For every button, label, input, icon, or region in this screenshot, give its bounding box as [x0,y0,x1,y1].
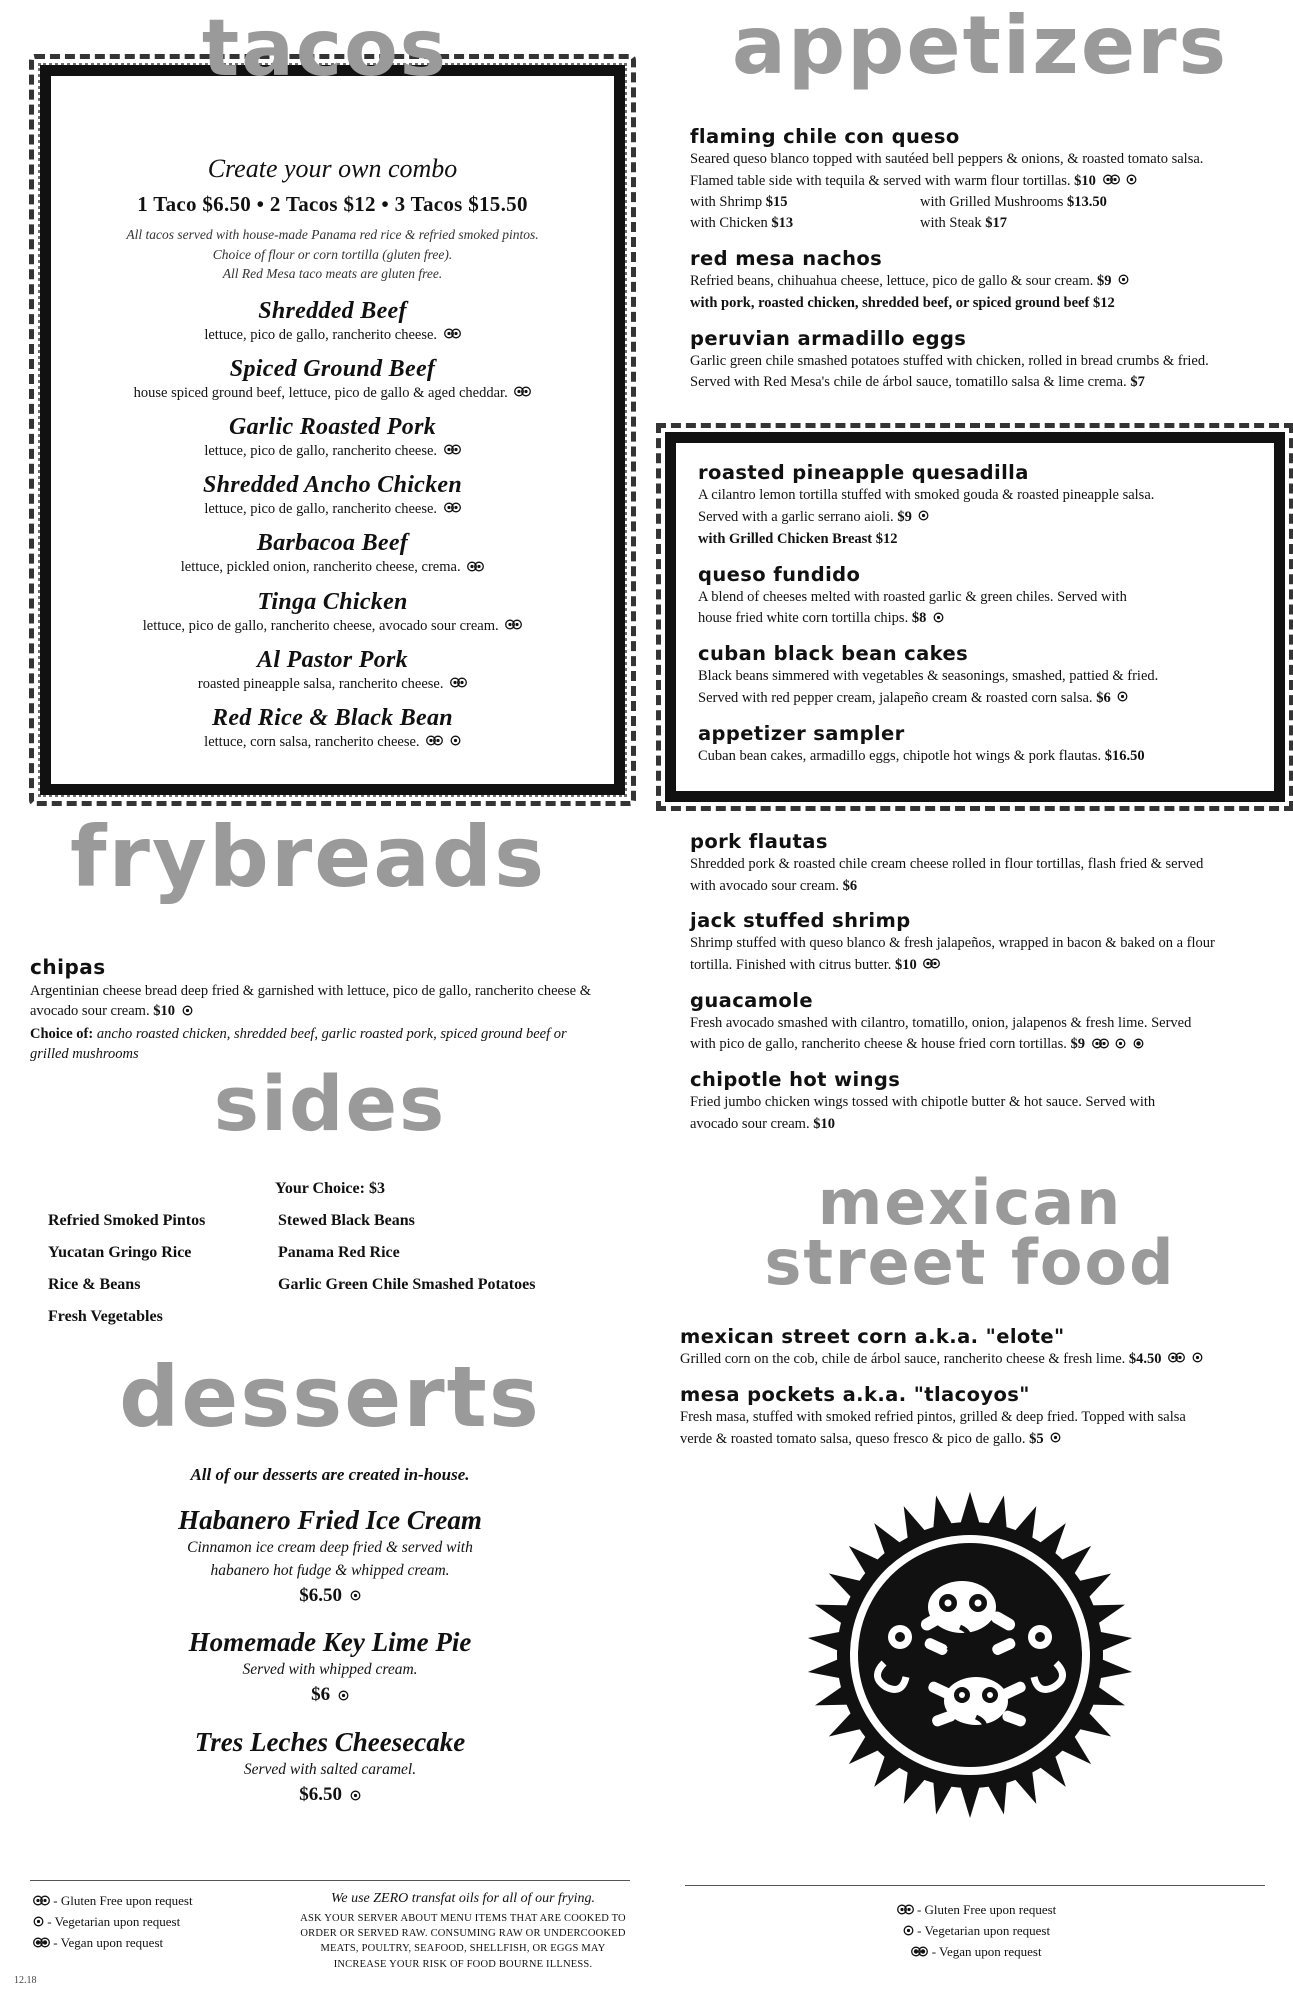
vegetarian-icon [350,1585,361,1607]
dessert-desc-line-1: Cinnamon ice cream deep fried & served with [187,1539,473,1556]
dessert-desc-line-1: Served with whipped cream. [242,1661,418,1679]
option-label: with Chicken [690,214,768,231]
appetizer-desc-line-2 [698,608,1252,629]
street-food-name: mesa pockets a.k.a. "tlacoyos" [680,1382,1030,1406]
tacos-combo-prices: 1 Taco $6.50 • 2 Tacos $12 • 3 Tacos $15.50 [137,192,528,216]
appetizer-name: flaming chile con queso [690,125,960,148]
appetizer-price: $10 [1074,172,1096,189]
appetizer-item [690,830,1270,896]
appetizer-item [690,327,1270,393]
gluten-free-icon [1103,171,1120,192]
taco-desc [85,676,580,693]
legend-row-vegetarian [685,1921,1265,1942]
appetizers-boxed-section [665,432,1285,802]
taco-desc [85,501,580,518]
street-food-item [680,1383,1270,1450]
restaurant-logo [800,1490,1140,1820]
appetizer-sub-option [698,529,1252,550]
taco-item [85,298,580,344]
legend-row-vegan [685,1942,1265,1963]
taco-desc [85,443,580,460]
desserts-list [30,1505,630,1827]
appetizer-price: $16.50 [1104,747,1145,764]
appetizer-price: $9 [1097,272,1112,289]
appetizer-item [690,1068,1270,1134]
appetizer-name: roasted pineapple quesadilla [698,461,1029,484]
side-item: Panama Red Rice [278,1244,400,1261]
appetizer-option [690,213,920,234]
vegan-icon [911,1943,928,1963]
appetizer-item [690,989,1270,1056]
legend-left [30,1891,280,1972]
dessert-price-row [30,1684,630,1707]
vegetarian-icon [918,507,929,528]
appetizer-sub-text: with pork, roasted chicken, shredded beef, or spiced ground beef [690,294,1090,311]
appetizer-sub-price: $12 [1092,294,1115,311]
dessert-price-row [30,1784,630,1807]
taco-name: Spiced Ground Beef [229,355,436,382]
appetizer-options [690,192,1270,234]
appetizer-name: pork flautas [690,830,828,853]
taco-name: Shredded Ancho Chicken [202,472,463,499]
appetizer-item [698,722,1252,767]
legal-disclaimer: ASK YOUR SERVER ABOUT MENU ITEMS THAT ARE COOKED TO ORDER OR SERVED RAW. CONSUMING RAW OR UNDERCOOKED MEATS, POULTRY, SEAFOOD, SHELLFISH, OR EGGS MAY INCREASE YOUR RISK OF FOOD BOURNE ILLNESS. [300,1913,626,1970]
appetizer-desc-text: Served with a garlic serrano aioli. [698,508,894,525]
appetizer-desc-text: tortilla. Finished with citrus butter. [690,956,892,973]
appetizer-desc-line-1: Shrimp stuffed with queso blanco & fresh jalapeños, wrapped in bacon & baked on a flour [690,935,1215,952]
side-item: Refried Smoked Pintos [48,1212,206,1229]
chipas-choice-text: ancho roasted chicken, shredded beef, garlic roasted pork, spiced ground beef or grilled mushrooms [30,1026,567,1063]
appetizer-desc-line-1: Fried jumbo chicken wings tossed with chipotle butter & hot sauce. Served with [690,1094,1156,1111]
appetizers-heading: appetizers [731,0,1229,92]
street-food-desc-text: Grilled corn on the cob, chile de árbol sauce, rancherito cheese & fresh lime. [680,1351,1126,1367]
side-item: Yucatan Gringo Rice [48,1244,192,1261]
legend-text: - Vegan upon request [53,1935,164,1951]
side-item: Stewed Black Beans [278,1212,415,1229]
gluten-free-icon [514,385,531,402]
vegetarian-icon [933,609,944,630]
appetizer-desc-text: with avocado sour cream. [690,877,839,894]
appetizer-name: guacamole [690,988,813,1012]
tacos-note-line-3: All Red Mesa taco meats are gluten free. [222,266,443,282]
street-food-desc-line-1: Fresh masa, stuffed with smoked refried pintos, grilled & deep fried. Topped with salsa [680,1408,1186,1425]
appetizer-desc-line-2 [690,372,1270,393]
appetizer-desc-line-1: Black beans simmered with vegetables & seasonings, smashed, pattied & fried. [698,668,1159,685]
vegetarian-icon [338,1685,349,1707]
appetizer-option [690,192,920,213]
desserts-note: All of our desserts are created in-house. [190,1465,470,1484]
appetizer-option [920,213,1270,234]
gluten-free-icon [505,618,522,635]
dessert-price-row [30,1585,630,1608]
legend-right [685,1900,1265,1963]
appetizer-desc-text: house fried white corn tortilla chips. [698,610,909,627]
gluten-free-icon [426,734,443,751]
appetizer-sub-option [690,293,1270,314]
street-food-name: mexican street corn a.k.a. "elote" [680,1325,1065,1348]
appetizer-name: queso fundido [698,562,861,586]
desserts-heading: desserts [119,1348,541,1446]
frybreads-heading: frybreads [70,808,547,906]
appetizer-desc-text: Refried beans, chihuahua cheese, lettuce, pico de gallo & sour cream. [690,272,1094,289]
appetizer-desc-line-2 [690,1034,1270,1055]
vegetarian-icon [350,1785,361,1807]
vegetarian-icon [1118,271,1129,292]
taco-desc-text: house spiced ground beef, lettuce, pico de gallo & aged cheddar. [133,384,508,401]
taco-desc-text: lettuce, pickled onion, rancherito cheese, crema. [180,559,461,576]
option-label: with Steak [920,214,982,231]
taco-desc-text: roasted pineapple salsa, rancherito cheese. [197,675,444,692]
street-food-desc [680,1349,1270,1370]
appetizer-desc-line-1: A blend of cheeses melted with roasted garlic & green chiles. Served with [698,588,1127,605]
right-footer [685,1885,1265,1963]
street-food-price: $5 [1029,1430,1044,1447]
option-price: $15 [765,193,788,210]
dessert-name: Tres Leches Cheesecake [194,1727,466,1758]
gluten-free-icon [1092,1035,1109,1056]
vegetarian-icon [1192,1349,1203,1370]
appetizer-desc-text: Cuban bean cakes, armadillo eggs, chipotle hot wings & pork flautas. [698,747,1102,764]
vegetarian-icon [1117,688,1128,709]
mexican-street-food-heading-line-2: street food [764,1226,1176,1299]
appetizer-desc-line-1: Fresh avocado smashed with cilantro, tomatillo, onion, jalapenos & fresh lime. Served [690,1014,1192,1031]
appetizer-price: $8 [911,610,927,627]
page-number: 12.18 [14,1975,37,1986]
vegan-icon [33,1934,50,1954]
taco-name: Garlic Roasted Pork [228,414,437,441]
appetizer-price: $9 [1070,1036,1085,1053]
appetizer-price: $10 [813,1115,835,1132]
appetizer-item [698,642,1252,709]
legend-text: - Gluten Free upon request [53,1893,193,1908]
appetizer-desc-line-1 [698,746,1252,767]
appetizer-desc-line-2 [690,876,1270,897]
appetizer-desc-line-2 [690,955,1270,976]
appetizer-desc-line-1: Garlic green chile smashed potatoes stuffed with chicken, rolled in bread crumbs & fried. [690,352,1209,369]
taco-name: Barbacoa Beef [256,530,409,557]
legend-text: - Vegetarian upon request [917,1923,1051,1939]
chipas-price: $10 [153,1003,175,1020]
tacos-note-line-2: Choice of flour or corn tortilla (gluten free). [212,246,453,262]
tacos-combo-note [85,225,580,284]
vegan-icon [1133,1035,1144,1056]
vegetarian-icon [1126,171,1137,192]
appetizers-bottom-list [690,830,1270,1147]
appetizer-name: red mesa nachos [690,246,883,270]
appetizer-desc-line-1: Seared queso blanco topped with sautéed bell peppers & onions, & roasted tomato salsa. [690,151,1204,167]
dessert-desc-line-1: Served with salted caramel. [243,1761,417,1779]
dessert-price: $6 [311,1684,331,1706]
appetizer-price: $7 [1130,374,1145,391]
mexican-street-food-list [680,1325,1270,1462]
lizard-sun-logo [800,1490,1140,1820]
legend-text: - Gluten Free upon request [916,1902,1057,1917]
tacos-note-line-1: All tacos served with house-made Panama red rice & refried smoked pintos. [126,227,539,242]
vegetarian-icon [182,1002,193,1022]
gluten-free-icon [444,327,461,344]
side-item [278,1308,598,1326]
appetizers-boxed-inner [676,443,1274,797]
appetizer-desc-line-2 [690,1114,1270,1135]
street-food-desc-line-2 [680,1429,1270,1450]
appetizer-desc-line-1 [690,271,1270,292]
taco-name: Tinga Chicken [257,588,408,615]
chipas-desc: Argentinian cheese bread deep fried & garnished with lettuce, pico de gallo, rancherito cheese & avocado sour cream. [30,983,591,1020]
taco-desc [85,734,580,751]
tacos-inner [51,76,614,773]
vegetarian-icon [903,1922,914,1942]
option-label: with Grilled Mushrooms [920,193,1064,210]
appetizer-desc-text: Served with red pepper cream, jalapeño cream & roasted corn salsa. [698,689,1093,706]
sides-grid [48,1212,638,1326]
option-label: with Shrimp [690,193,763,210]
legal-transfat-note: We use ZERO transfat oils for all of our frying. [331,1891,595,1906]
taco-desc-text: lettuce, corn salsa, rancherito cheese. [204,733,420,750]
street-food-price: $4.50 [1128,1351,1162,1367]
tacos-section [40,65,625,795]
appetizer-item [698,461,1252,550]
taco-desc [85,618,580,635]
appetizer-price: $10 [895,956,917,973]
appetizer-desc-text: Flamed table side with tequila & served with warm flour tortillas. [690,172,1071,189]
taco-name: Shredded Beef [258,297,407,324]
gluten-free-icon [897,1901,914,1921]
appetizer-sub-price: $12 [875,530,898,547]
appetizer-desc-line-1: A cilantro lemon tortilla stuffed with smoked gouda & roasted pineapple salsa. [698,487,1155,503]
taco-desc [85,385,580,402]
left-footer [30,1880,630,1972]
legend-row-gluten-free [685,1900,1265,1921]
sides-heading: sides [213,1059,447,1148]
vegetarian-icon [33,1913,44,1933]
appetizer-desc-line-2 [698,688,1252,709]
appetizer-name: chipotle hot wings [690,1068,901,1092]
dessert-name: Habanero Fried Ice Cream [178,1505,482,1535]
gluten-free-icon [33,1892,50,1912]
taco-desc-text: lettuce, pico de gallo, rancherito cheese. [204,501,438,518]
frybreads-section [30,955,605,1065]
taco-name: Red Rice & Black Bean [212,704,453,731]
appetizer-desc-text: with pico de gallo, rancherito cheese & house fried corn tortillas. [690,1036,1067,1053]
dessert-item [30,1505,630,1607]
legend-row-vegetarian [30,1912,280,1933]
dessert-name: Homemade Key Lime Pie [188,1627,472,1658]
taco-item [85,705,580,751]
dessert-item [30,1627,630,1707]
taco-item [85,414,580,460]
appetizer-price: $6 [1096,689,1111,706]
taco-desc [85,559,580,576]
taco-desc-text: lettuce, pico de gallo, rancherito cheese. [204,326,438,343]
dessert-price: $6.50 [299,1584,342,1606]
appetizer-option [920,192,1270,213]
legend-row-gluten-free [30,1891,280,1912]
street-food-item [680,1325,1270,1370]
taco-item [85,530,580,576]
appetizer-desc-text: avocado sour cream. [690,1115,810,1132]
taco-name: Al Pastor Pork [257,646,408,673]
appetizer-item [698,563,1252,630]
side-item: Garlic Green Chile Smashed Potatoes [278,1276,536,1293]
taco-desc [85,327,580,344]
appetizers-top-list [690,125,1270,406]
appetizer-name: appetizer sampler [698,721,905,745]
taco-item [85,356,580,402]
vegetarian-icon [450,734,461,751]
appetizer-item [690,247,1270,314]
gluten-free-icon [1168,1349,1185,1370]
appetizer-desc-text: Served with Red Mesa's chile de árbol sauce, tomatillo salsa & lime crema. [690,374,1127,391]
appetizer-name: peruvian armadillo eggs [690,326,967,350]
appetizer-sub-text: with Grilled Chicken Breast [698,530,873,547]
mexican-street-food-heading-line-1: mexican [817,1166,1123,1239]
appetizer-name: jack stuffed shrimp [690,909,911,933]
legal-block [298,1891,628,1972]
appetizer-desc-line-2 [690,171,1270,192]
side-item: Rice & Beans [48,1276,141,1293]
vegetarian-icon [1050,1429,1061,1450]
appetizer-name: cuban black bean cakes [698,642,969,666]
option-price: $13 [771,214,794,231]
option-price: $17 [985,214,1007,231]
sides-choice-line: Your Choice: $3 [275,1180,385,1197]
gluten-free-icon [923,955,940,976]
appetizer-price: $9 [897,508,912,525]
appetizer-desc-line-1: Shredded pork & roasted chile cream cheese rolled in flour tortillas, flash fried & served [690,856,1204,872]
appetizer-item [690,909,1270,976]
dessert-item [30,1727,630,1807]
vegetarian-icon [1115,1035,1126,1056]
appetizer-item [690,125,1270,234]
taco-item [85,647,580,693]
side-item: Fresh Vegetables [48,1308,163,1325]
legend-text: - Vegan upon request [931,1944,1042,1960]
legend-row-vegan [30,1933,280,1954]
appetizer-desc-line-2 [698,507,1252,528]
taco-item [85,472,580,518]
chipas-choice-label: Choice of: [30,1026,94,1043]
tacos-heading: tacos [201,4,449,94]
gluten-free-icon [450,676,467,693]
option-price: $13.50 [1067,193,1107,210]
taco-item [85,589,580,635]
gluten-free-icon [444,443,461,460]
street-food-desc-text: verde & roasted tomato salsa, queso fresco & pico de gallo. [680,1430,1026,1447]
legend-text: - Vegetarian upon request [47,1914,181,1930]
taco-desc-text: lettuce, pico de gallo, rancherito cheese. [204,443,438,460]
taco-desc-text: lettuce, pico de gallo, rancherito cheese, avocado sour cream. [142,617,499,634]
tacos-combo-heading: Create your own combo [207,154,458,183]
dessert-desc-line-2: habanero hot fudge & whipped cream. [210,1561,450,1579]
appetizer-price: $6 [842,877,858,894]
gluten-free-icon [444,501,461,518]
chipas-name: chipas [30,955,106,979]
gluten-free-icon [467,560,484,577]
dessert-price: $6.50 [299,1783,342,1805]
chipas-body [30,981,605,1022]
